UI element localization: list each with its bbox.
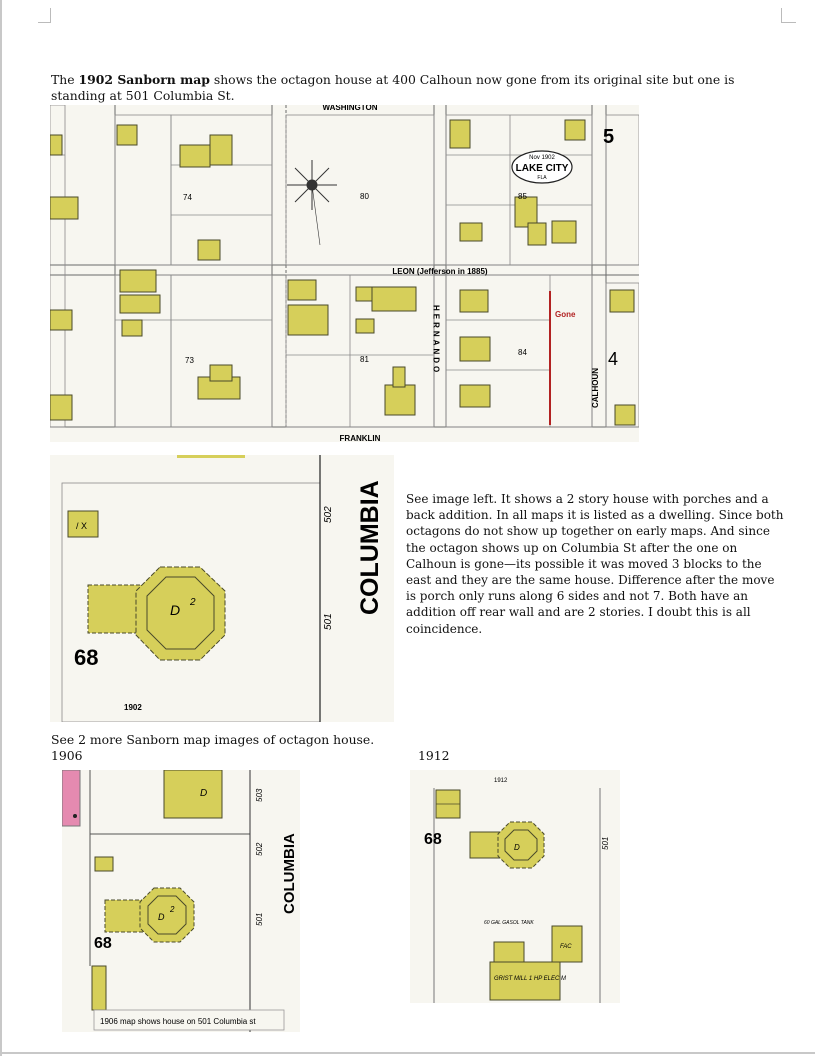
intro-rest: shows the octagon house at 400 Calhoun now gone from its original site but one is standing at 501 Columbia St. — [51, 72, 735, 103]
crop-mark-right — [781, 8, 796, 23]
block-73: 73 — [185, 356, 194, 365]
street-leon: LEON (Jefferson in 1885) — [392, 267, 488, 276]
map1906-num-503: 503 — [255, 788, 264, 802]
intro-bold: 1902 Sanborn map — [78, 72, 210, 87]
map1912-year: 1912 — [494, 778, 508, 784]
map1912-lot-number: 68 — [424, 831, 442, 848]
seal-date: Nov 1902 — [529, 155, 555, 161]
map1912-mill: GRIST MILL 1 HP ELEC M — [494, 976, 567, 982]
gone-label: Gone — [555, 310, 576, 319]
sanborn-map-1902-overview — [50, 105, 639, 442]
map1906-num-501: 501 — [255, 912, 264, 926]
sheet-number-4: 4 — [608, 349, 619, 369]
map1912-fac: FAC — [560, 944, 572, 950]
sanborn-map-1912 — [410, 770, 620, 1003]
block-81: 81 — [360, 355, 369, 364]
map1906-story-count: 2 — [170, 905, 175, 914]
page-bottom-edge — [0, 1052, 815, 1054]
map1906-caption: 1906 map shows house on 501 Columbia st — [100, 1017, 256, 1026]
crop-mark-left — [38, 8, 51, 23]
block-85: 85 — [518, 192, 527, 201]
map1906-street-columbia: COLUMBIA — [281, 833, 298, 914]
street-franklin: FRANKLIN — [339, 434, 381, 442]
detail-story-count: 2 — [190, 597, 196, 608]
detail-year: 1902 — [124, 703, 142, 712]
year-label-1906: 1906 — [51, 748, 83, 763]
map1906-top-d: D — [200, 788, 208, 799]
sanborn-map-1902-detail — [50, 455, 394, 722]
seal-city: LAKE CITY — [515, 163, 569, 174]
block-74: 74 — [183, 193, 192, 202]
sheet-number-5: 5 — [603, 126, 615, 148]
map1906-num-502: 502 — [255, 842, 264, 856]
map1912-dwelling-d: D — [514, 843, 520, 852]
more-maps-caption: See 2 more Sanborn map images of octagon house. — [51, 732, 375, 747]
street-calhoun: CALHOUN — [591, 368, 600, 408]
block-80: 80 — [360, 192, 369, 201]
detail-street-columbia: COLUMBIA — [356, 480, 384, 615]
map1912-num-501: 501 — [601, 836, 610, 850]
block-84: 84 — [518, 348, 527, 357]
year-label-1912: 1912 — [418, 748, 450, 763]
intro-prefix: The — [51, 72, 79, 87]
compass-rose — [287, 160, 337, 245]
detail-shed-mark: / X — [76, 521, 88, 531]
street-washington: WASHINGTON — [322, 105, 378, 112]
map1906-dwelling-d: D — [158, 912, 165, 922]
page-left-edge — [0, 0, 2, 1056]
description-paragraph: See image left. It shows a 2 story house with porches and a back addition. In all maps it is listed as a dwelling. Since both octagons do not show up together on early maps. And since the octagon shows up on Columbia St after the one on Calhoun is gone—its possible it was moved 3 blocks to the east and they are the same house. Difference after the move is porch only runs along 6 sides and not 7. Both have an addition off rear wall and are 2 stories. I doubt this is all coincidence. — [406, 492, 784, 636]
sanborn-map-1906 — [62, 770, 300, 1032]
map1906-lot-number: 68 — [94, 935, 112, 952]
detail-num-501: 501 — [323, 613, 334, 630]
detail-lot-number: 68 — [74, 645, 99, 670]
map1912-tank: 60 GAL GASOL TANK — [484, 920, 534, 926]
detail-dwelling-d: D — [170, 602, 181, 618]
seal-state: FLA — [537, 175, 547, 181]
intro-text — [51, 72, 791, 104]
detail-num-502: 502 — [323, 506, 334, 523]
street-hernando: HERNANDO — [431, 305, 441, 376]
